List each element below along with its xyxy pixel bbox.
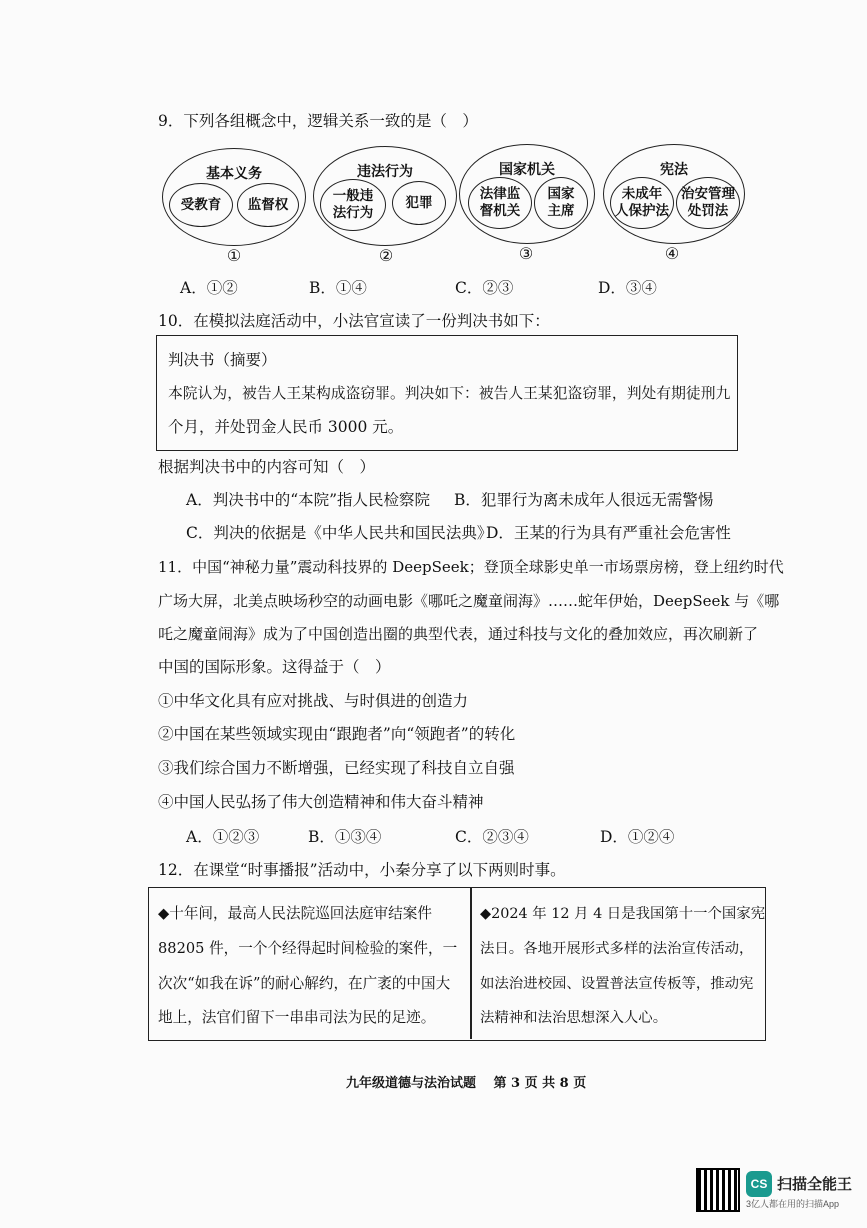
q11-option-d[interactable]: D．①②④ xyxy=(600,828,675,846)
q11-option-b[interactable]: B．①③④ xyxy=(308,828,382,846)
q10-option-b[interactable]: B．犯罪行为离未成年人很远无需警惕 xyxy=(454,491,714,509)
q11-statement-2: ②中国在某些领域实现由“跟跑者”向“领跑者”的转化 xyxy=(158,725,516,743)
q9-option-d[interactable]: D．③④ xyxy=(598,279,657,297)
news-right-line-2: 法日。各地开展形式多样的法治宣传活动， xyxy=(480,941,754,957)
q11-statement-1: ①中华文化具有应对挑战、与时俱进的创造力 xyxy=(158,692,469,710)
diagram-3-number: ③ xyxy=(518,244,534,263)
diagram-2-title: 违法行为 xyxy=(357,164,413,180)
q11-line-1: 11．中国“神秘力量”震动科技界的 DeepSeek；登顶全球影史单一市场票房榜，登上纽约时代 xyxy=(158,558,784,576)
scanner-watermark xyxy=(696,1168,852,1212)
qr-code-icon xyxy=(696,1168,740,1212)
q10-ask: 根据判决书中的内容可知（ ） xyxy=(158,458,376,476)
q11-option-c[interactable]: C．②③④ xyxy=(455,828,529,846)
news-left-line-1: ◆十年间，最高人民法院巡回法庭审结案件 xyxy=(158,905,432,922)
q11-option-a[interactable]: A．①②③ xyxy=(186,828,260,846)
q11-statement-3: ③我们综合国力不断增强，已经实现了科技自立自强 xyxy=(158,759,515,777)
q10-option-c[interactable]: C．判决的依据是《中华人民共和国民法典》 xyxy=(186,524,493,542)
q9-option-c[interactable]: C．②③ xyxy=(455,279,514,297)
diagram-4-inner-b: 治安管理 处罚法 xyxy=(676,177,740,229)
page-footer: 九年级道德与法治试题 第 3 页 共 8 页 xyxy=(346,1076,587,1091)
diagram-2-number: ② xyxy=(378,246,394,265)
diagram-4-inner-a: 未成年 人保护法 xyxy=(610,177,674,229)
diagram-3-inner-b: 国家 主席 xyxy=(534,177,588,229)
diagram-4 xyxy=(603,144,745,244)
q10-option-a[interactable]: A．判决书中的“本院”指人民检察院 xyxy=(186,491,431,509)
diagram-4-title: 宪法 xyxy=(660,162,688,178)
diagram-1-inner-a: 受教育 xyxy=(169,183,233,227)
q9-option-b[interactable]: B．①④ xyxy=(309,279,367,297)
verdict-title: 判决书（摘要） xyxy=(168,351,277,369)
verdict-line-2: 个月，并处罚金人民币 3000 元。 xyxy=(168,418,404,436)
news-right-line-1: ◆2024 年 12 月 4 日是我国第十一个国家宪 xyxy=(480,906,766,922)
diagram-3-inner-a: 法律监 督机关 xyxy=(468,177,532,229)
scanner-brand-name: 扫描全能王 xyxy=(777,1176,853,1193)
news-right-line-3: 如法治进校园、设置普法宣传板等，推动宪 xyxy=(480,976,754,992)
diagram-2 xyxy=(313,146,457,246)
q11-line-3: 吒之魔童闹海》成为了中国创造出圈的典型代表，通过科技与文化的叠加效应，再次刷新了 xyxy=(158,625,759,643)
diagram-3-title: 国家机关 xyxy=(499,162,555,178)
q12-stem: 12．在课堂“时事播报”活动中，小秦分享了以下两则时事。 xyxy=(158,861,566,879)
q9-option-a[interactable]: A．①② xyxy=(180,279,238,297)
q11-statement-4: ④中国人民弘扬了伟大创造精神和伟大奋斗精神 xyxy=(158,793,484,811)
news-left-line-4: 地上，法官们留下一串串司法为民的足迹。 xyxy=(158,1009,436,1026)
camscanner-logo-icon: CS xyxy=(746,1171,772,1197)
q10-option-d[interactable]: D．王某的行为具有严重社会危害性 xyxy=(486,524,731,542)
diagram-1-title: 基本义务 xyxy=(206,166,262,182)
q11-line-2: 广场大屏，北美点映场秒空的动画电影《哪吒之魔童闹海》……蛇年伊始，DeepSeek 与《哪 xyxy=(158,592,780,610)
q11-line-4: 中国的国际形象。这得益于（ ） xyxy=(158,658,391,676)
news-right-line-4: 法精神和法治思想深入人心。 xyxy=(480,1010,668,1026)
verdict-line-1: 本院认为，被告人王某构成盗窃罪。判决如下：被告人王某犯盗窃罪，判处有期徒刑九 xyxy=(168,385,731,402)
diagram-1-inner-b: 监督权 xyxy=(237,183,299,227)
diagram-2-inner-b: 犯罪 xyxy=(392,181,446,225)
diagram-4-number: ④ xyxy=(664,244,680,263)
news-left-line-2: 88205 件，一个个经得起时间检验的案件，一 xyxy=(158,940,458,957)
q9-stem: 9．下列各组概念中，逻辑关系一致的是（ ） xyxy=(158,112,478,130)
diagram-3 xyxy=(459,144,595,244)
diagram-2-inner-a: 一般违 法行为 xyxy=(320,179,386,231)
scanner-tagline: 3亿人都在用的扫描App xyxy=(746,1198,840,1209)
diagram-1-number: ① xyxy=(226,246,242,265)
q10-stem: 10．在模拟法庭活动中，小法官宣读了一份判决书如下： xyxy=(158,312,550,330)
diagram-1 xyxy=(162,148,306,246)
news-divider xyxy=(470,887,472,1039)
news-left-line-3: 次次“如我在诉”的耐心解约，在广袤的中国大 xyxy=(158,975,451,992)
